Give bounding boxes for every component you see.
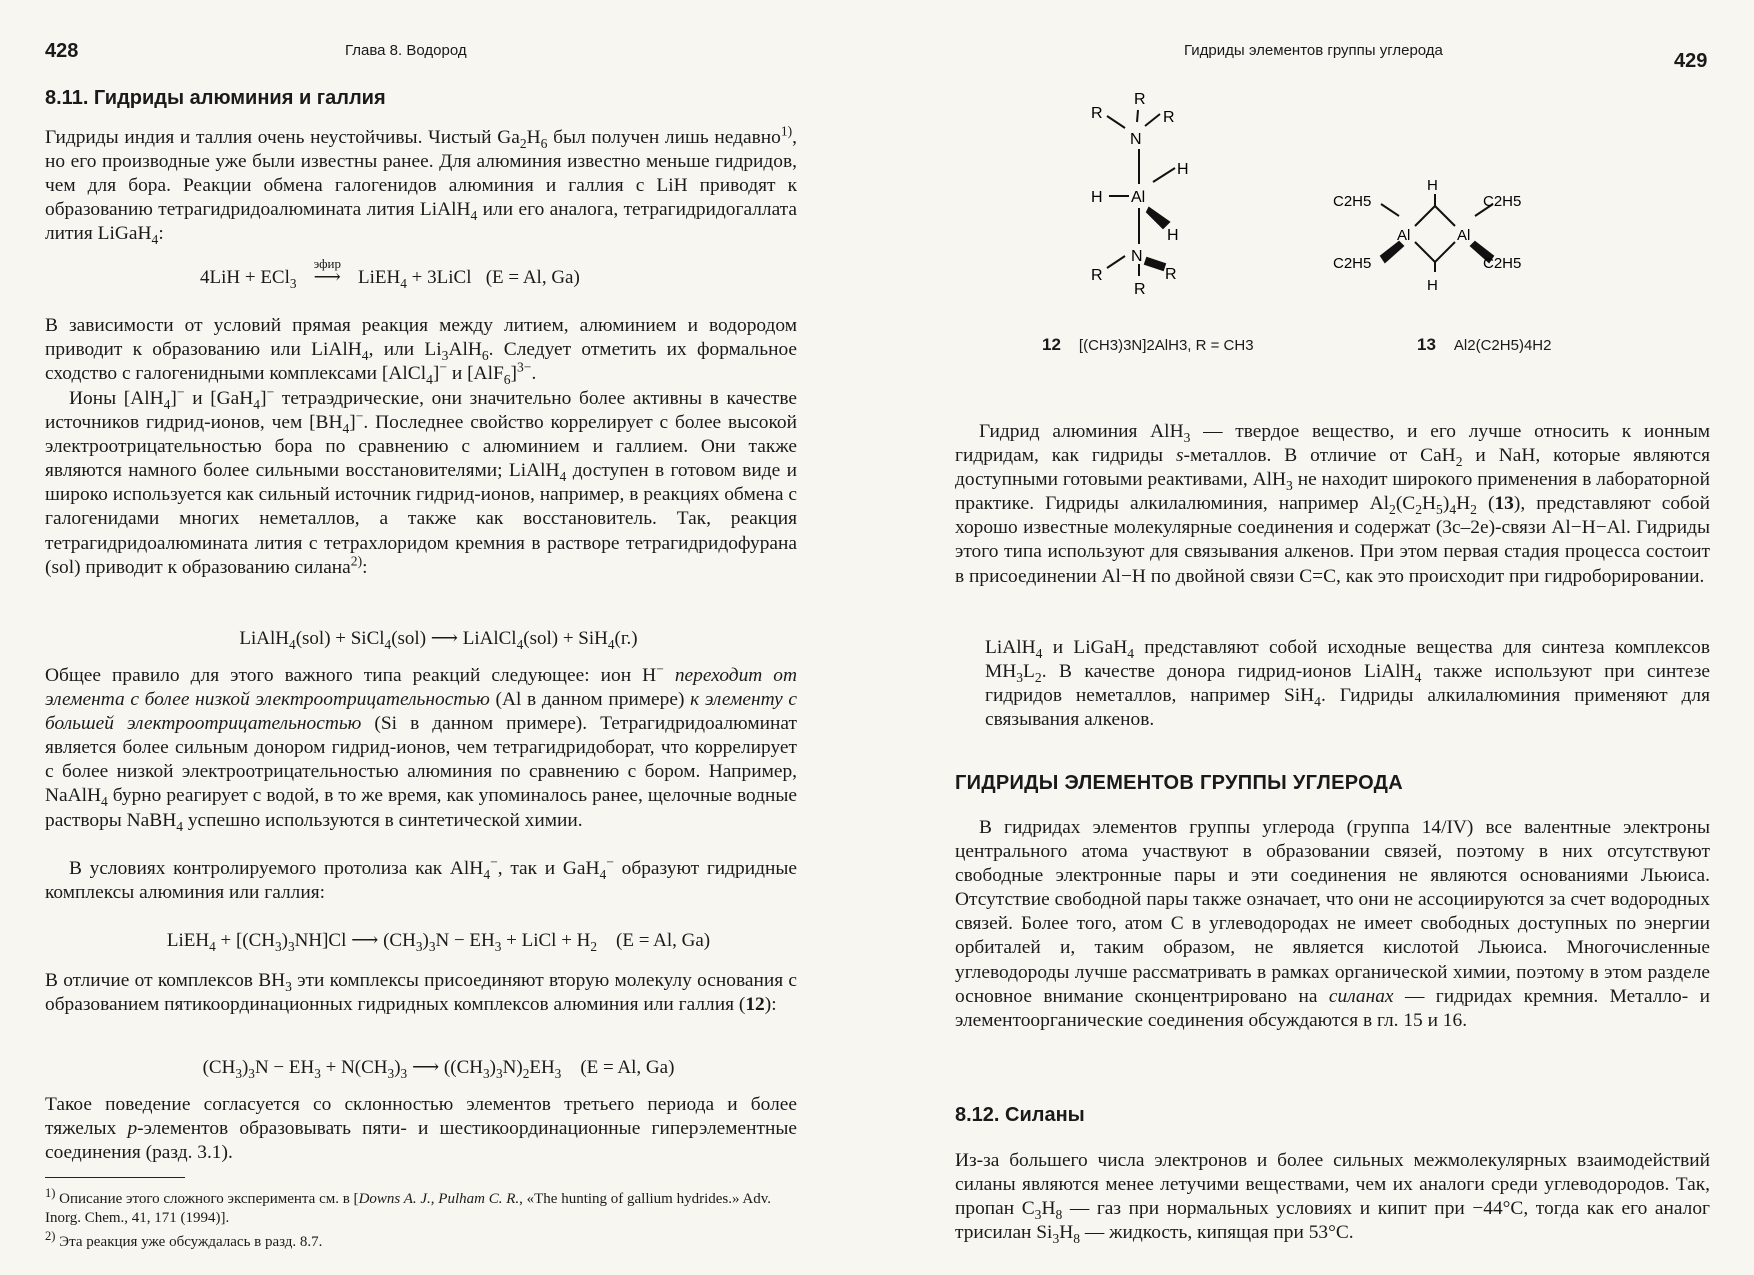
bridge-h-top: H	[1427, 177, 1438, 194]
ethyl-right-bottom: C2H5	[1483, 255, 1522, 272]
section-title-8-12: 8.12. Силаны	[955, 1104, 1085, 1126]
paragraph-hydrides-intro: Гидриды индия и таллия очень неустойчивы. Чистый $Ga_2H_6$ был получен лишь недавно$^{1)}$, но его производные уже были известны ранее. Для алюминия известно меньше гидридов, чем для бора. Реакции обмена галогенидов алюминия и галлия с LiH приводят к образованию тетрагидридоалюмината лития LiAlH$_4$ или его аналога, тетрагидридогаллата лития LiGaH$_4$:	[45, 123, 797, 248]
atom-n-top: N	[1130, 131, 1142, 148]
right-page	[877, 0, 1754, 1275]
atom-h-left: H	[1091, 189, 1103, 206]
equation-second-amine: $(CH_3)_3N - EH_3 + N(CH_3)_3$ ⟶ $((CH_3)_3N)_2EH_3$ (E = Al, Ga)	[202, 1057, 675, 1081]
atom-r-right-bottom: R	[1165, 266, 1177, 283]
atom-r-bottom: R	[1134, 281, 1146, 298]
section-heading-carbon-group: ГИДРИДЫ ЭЛЕМЕНТОВ ГРУППЫ УГЛЕРОДА	[955, 772, 1403, 794]
paragraph-general-rule: Общее правило для этого важного типа реакций следующее: ион H− переходит от элемента с более низкой электроотрицательностью (Al в данном примере) к элементу с большей электроотрицательностью (Si в данном примере). Тетрагидридоалюминат является более сильным донором гидрид-ионов, чем тетрагидридоборат, что коррелирует с более низкой электроотрицательностью алюминия по сравнению с бором. Например, NaAlH$_4$ бурно реагирует с водой, в то же время, как упоминалось ранее, щелочные водные растворы NaBH$_4$ успешно используются в синтетической химии.	[45, 661, 798, 834]
atom-al-left: Al	[1397, 227, 1411, 244]
paragraph-hypervalent: Такое поведение согласуется со склонностью элементов третьего периода и более тяжелых p-элементов образовывать пяти- и шестикоординационные гиперэлементные соединения (разд. 3.1).	[45, 1094, 797, 1164]
paragraph-direct-reaction: В зависимости от условий прямая реакция между литием, алюминием и водородом приводит к образованию или LiAlH$_4$, или $Li_3AlH_6$. Следует отметить их формальное сходство с галогенидными комплексами [AlCl$_4$]− и $[AlF_6]^{3-}$.	[45, 315, 797, 388]
ethyl-right-top: C2H5	[1483, 193, 1522, 210]
atom-r-left-bottom: R	[1091, 267, 1103, 284]
atom-r-left-top: R	[1091, 105, 1103, 122]
equation-lieh4-amine: LiEH$_4$ + $[(CH_3)_3NH]Cl$ ⟶ $(CH_3)_3N - EH_3$ + LiCl + $H_2$ (E = Al, Ga)	[166, 930, 711, 954]
structure-12-caption: 12 [(CH3)3N]2AlH3, R = CH3	[1042, 335, 1254, 354]
paragraph-carbon-group: В гидридах элементов группы углерода (группа 14/IV) все валентные электроны центрального атома участвуют в образовании связей, поэтому в них отсутствуют свободные электронные пары и эти соединения не являются основаниями Льюиса. Отсутствие свободной пары также означает, что они не ассоциируются за счет водородных связей. Более того, атом C в углеводородах не имеет свободных доступных по энергии орбиталей и, таким образом, не является кислотой Льюиса. Многочисленные углеводороды лучше рассматривать в рамках органической химии, поэтому в этом разделе основное внимание сконцентрировано на силанах — гидридах кремния. Металло- и элементоорганические соединения обсуждаются в гл. 15 и 16.	[955, 817, 1711, 1031]
structure-13-diagram	[1327, 176, 1527, 306]
footnote-1: $^{1)}$ Описание этого сложного эксперимента см. в [Downs A. J., Pulham C. R., «The hunting of gallium hydrides.» Adv. Inorg. Chem., 41, 171 (1994)].	[45, 1186, 772, 1226]
paragraph-silanes: Из-за большего числа электронов и более сильных межмолекулярных взаимодействий силаны являются менее летучими веществами, чем их аналоги среди углеводородов. Так, пропан $C_3H_8$ — газ при нормальных условиях и кипит при −44°C, тогда как его аналог трисилан $Si_3H_8$ — жидкость, кипящая при 53°C.	[955, 1150, 1710, 1247]
running-header-left: Глава 8. Водород	[345, 42, 467, 59]
paragraph-ions-tetrahedral: Ионы [AlH$_4$]− и [GaH$_4$]− тетраэдрические, они значительно более активны в качестве источников гидрид-ионов, чем $[BH_4]^-$. Последнее свойство коррелирует с более высокой электроотрицательностью бора по сравнению с алюминием и галлием. Они также являются намного более сильными восстановителями; LiAlH$_4$ доступен в готовом виде и широко используется как сильный источник гидрид-ионов, например, в реакциях обмена с галогенидами многих неметаллов, а также как восстановитель. Так, реакция тетрагидридоалюмината лития с тетрахлоридом кремния в растворе тетрагидридофурана (sol) приводит к образованию силана$^{2)}$:	[45, 384, 797, 578]
footnote-rule	[45, 1177, 185, 1178]
bridge-h-bottom: H	[1427, 277, 1438, 294]
page-number-right: 429	[1674, 50, 1708, 72]
paragraph-aluminium-hydride: Гидрид алюминия AlH$_3$ — твердое вещество, и его лучше относить к ионным гидридам, как гидриды s-металлов. В отличие от CaH$_2$ и NaH, которые являются доступными готовыми реактивами, AlH$_3$ не находит широкого применения в лабораторной практике. Гидриды алкилалюминия, например $Al_2(C_2H_5)_4H_2$ (13), представляют собой хорошо известные молекулярные соединения и содержат (3c–2e)-связи Al−H−Al. Гидриды этого типа используют для связывания алкенов. При этом первая стадия процесса состоит в присоединении Al−H по двойной связи C=C, как это происходит при гидроборировании.	[955, 421, 1711, 587]
atom-n-bottom: N	[1131, 248, 1143, 265]
equation-lih-ecl3: 4LiH + ECl$_3$ эфир ⟶ LiEH$_4$ + 3LiCl (E = Al, Ga)	[200, 256, 580, 291]
equation-lialh4-sicl4: LiAlH$_4$(sol) + SiCl$_4$(sol) ⟶ LiAlCl$_4$(sol) + SiH$_4$(г.)	[239, 628, 638, 652]
atom-h-lower: H	[1167, 227, 1179, 244]
page-number-left: 428	[45, 40, 79, 62]
running-header-right: Гидриды элементов группы углерода	[1184, 42, 1443, 59]
structure-12-diagram	[1087, 86, 1227, 306]
structure-13-caption: 13 Al2(C2H5)4H2	[1417, 335, 1552, 354]
atom-r-right-top: R	[1163, 109, 1175, 126]
atom-al: Al	[1131, 189, 1146, 206]
paragraph-unlike-bh3: В отличие от комплексов $BH_3$ эти комплексы присоединяют вторую молекулу основания с образованием пятикоординационных гидридных комплексов алюминия или галлия (12):	[45, 970, 797, 1016]
footnote-2: $^{2)}$ Эта реакция уже обсуждалась в разд. 8.7.	[45, 1229, 323, 1250]
ethyl-left-top: C2H5	[1333, 193, 1372, 210]
ethyl-left-bottom: C2H5	[1333, 255, 1372, 272]
paragraph-protolysis: В условиях контролируемого протолиза как AlH$_4$−, так и GaH$_4$− образуют гидридные комплексы алюминия или галлия:	[45, 854, 797, 904]
note-lialh4-ligah4: LiAlH$_4$ и LiGaH$_4$ представляют собой исходные вещества для синтеза комплексов $MH_3L_2$. В качестве донора гидрид-ионов LiAlH$_4$ также используют при синтезе гидридов неметаллов, например SiH$_4$. Гидриды алкилалюминия применяют для связывания алкенов.	[985, 637, 1710, 731]
atom-r-top: R	[1134, 91, 1146, 108]
section-title-8-11: 8.11. Гидриды алюминия и галлия	[45, 87, 386, 109]
atom-h-upper: H	[1177, 161, 1189, 178]
atom-al-right: Al	[1457, 227, 1471, 244]
